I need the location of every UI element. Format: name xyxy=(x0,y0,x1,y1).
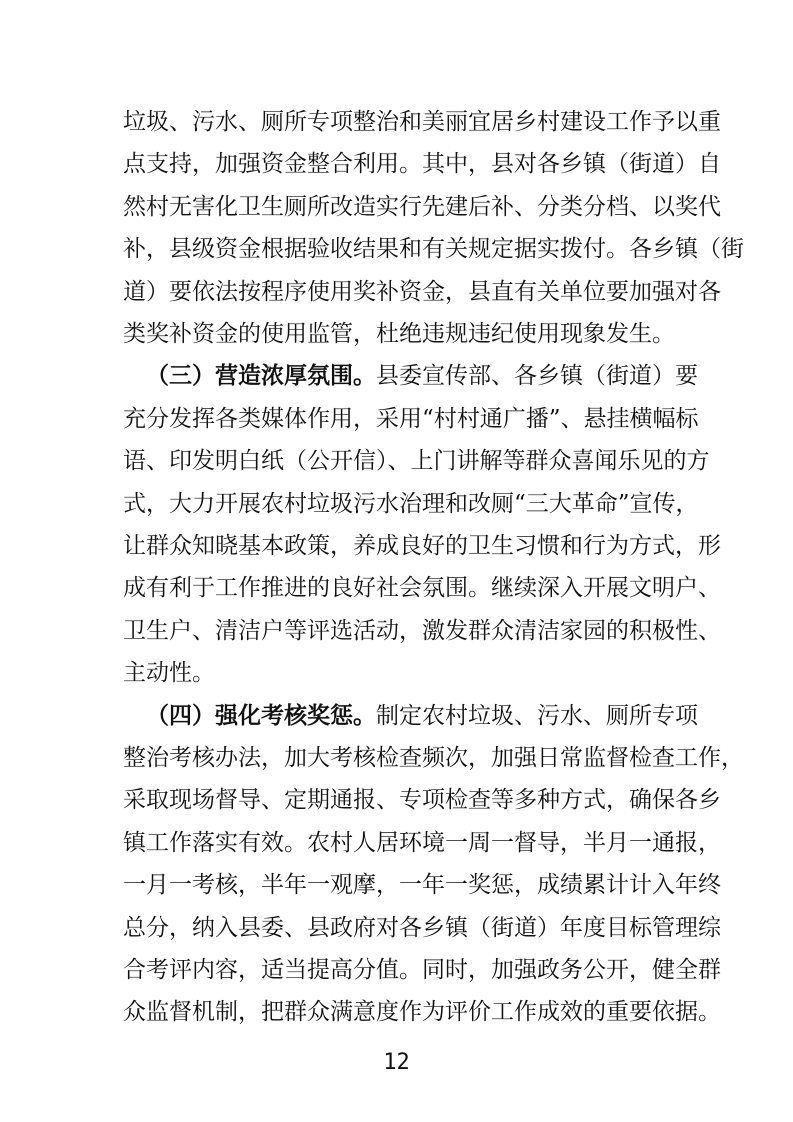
paragraph-3-first-line-text: 制定农村垃圾、污水、厕所专项 xyxy=(376,702,698,729)
paragraph-3-line-4: 镇工作落实有效。农村人居环境一周一督导，半月一通报， xyxy=(123,829,721,856)
paragraph-2-line-3: 语、印发明白纸（公开信）、上门讲解等群众喜闻乐见的方 xyxy=(123,448,710,475)
paragraph-2-line-8: 主动性。 xyxy=(123,660,215,687)
section-heading-4: （四）强化考核奖惩。 xyxy=(146,701,376,729)
paragraph-3-line-8: 众监督机制，把群众满意度作为评价工作成效的重要依据。 xyxy=(123,999,721,1026)
paragraph-3-line-7: 合考评内容，适当提高分值。同时，加强政务公开，健全群 xyxy=(123,957,721,983)
paragraph-3-line-5: 一月一考核，半年一观摩，一年一奖惩，成绩累计计入年终 xyxy=(123,872,721,899)
paragraph-2-line-7: 卫生户、清洁户等评选活动，激发群众清洁家园的积极性、 xyxy=(123,617,721,644)
paragraph-1-line-6: 类奖补资金的使用监管，杜绝违规违纪使用现象发生。 xyxy=(123,321,675,347)
paragraph-1-line-1: 垃圾、污水、厕所专项整治和美丽宜居乡村建设工作予以重 xyxy=(123,109,721,135)
paragraph-3-line-6: 总分，纳入县委、县政府对各乡镇（街道）年度目标管理综 xyxy=(123,914,721,941)
paragraph-1-line-4: 补，县级资金根据验收结果和有关规定据实拨付。各乡镇（街 xyxy=(123,236,744,263)
paragraph-2-line-1 xyxy=(146,360,698,392)
paragraph-2-line-4: 式，大力开展农村垃圾污水治理和改厕“三大革命”宣传， xyxy=(123,490,699,517)
page-number: 12 xyxy=(383,1050,410,1076)
paragraph-1-line-5: 道）要依法按程序使用奖补资金，县直有关单位要加强对各 xyxy=(123,278,721,305)
paragraph-1-line-3: 然村无害化卫生厕所改造实行先建后补、分类分档、以奖代 xyxy=(123,193,721,220)
paragraph-2-line-5: 让群众知晓基本政策，养成良好的卫生习惯和行为方式，形 xyxy=(123,533,721,559)
paragraph-3-line-1 xyxy=(146,700,698,732)
paragraph-3-line-3: 采取现场督导、定期通报、专项检查等多种方式，确保各乡 xyxy=(123,787,721,814)
paragraph-3-line-2: 整治考核办法，加大考核检查频次，加强日常监督检查工作， xyxy=(123,745,744,771)
paragraph-2-first-line-text: 县委宣传部、各乡镇（街道）要 xyxy=(376,363,698,390)
paragraph-2-line-6: 成有利于工作推进的良好社会氛围。继续深入开展文明户、 xyxy=(123,575,721,602)
paragraph-1-line-2: 点支持，加强资金整合利用。其中，县对各乡镇（街道）自 xyxy=(123,151,721,178)
paragraph-2-line-2: 充分发挥各类媒体作用，采用“村村通广播”、悬挂横幅标 xyxy=(123,405,699,432)
section-heading-3: （三）营造浓厚氛围。 xyxy=(146,362,376,390)
